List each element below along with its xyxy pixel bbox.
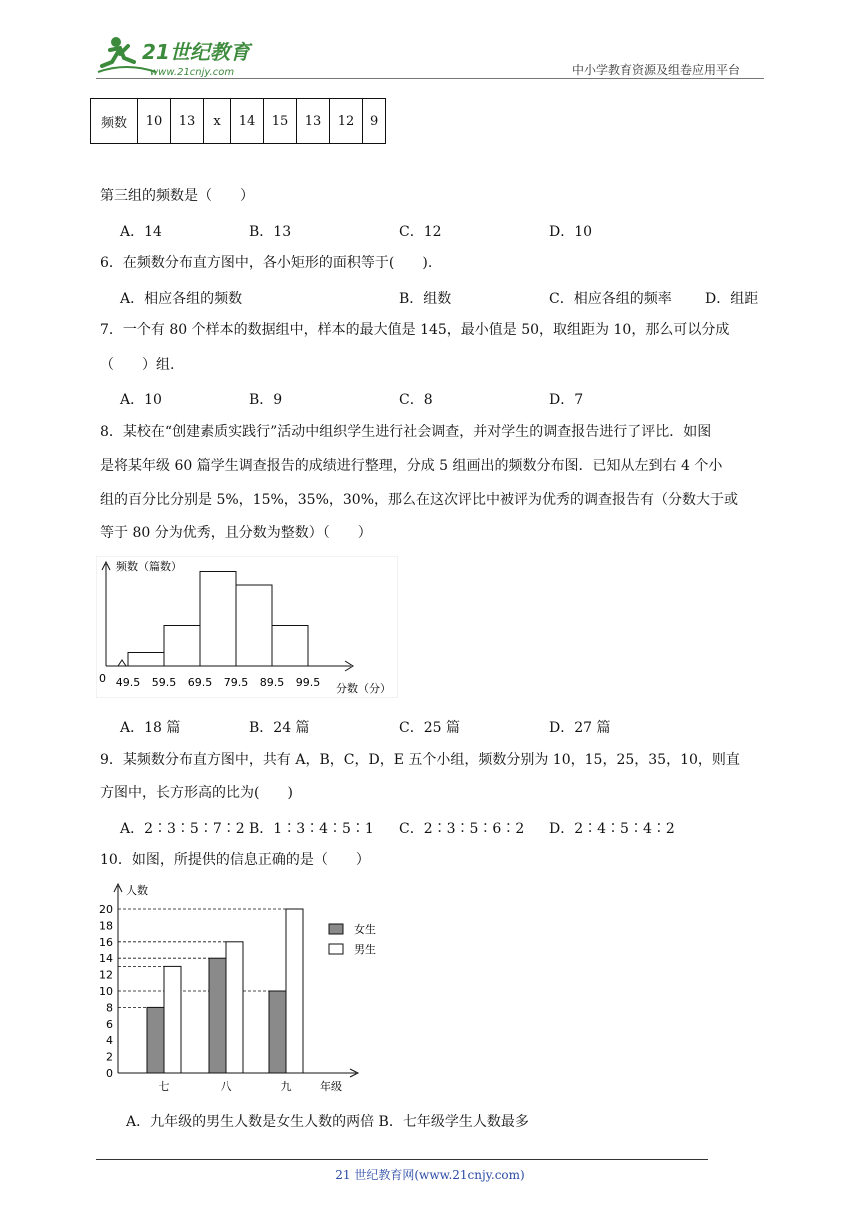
y-tick-label: 12: [99, 968, 113, 982]
table-cell: 9: [363, 99, 386, 144]
q8-stem-line3: 组的百分比分别是 5%，15%，35%，30%，那么在这次评比中被评为优秀的调查报告有（分数大于或: [100, 492, 739, 508]
q7-stem-line2: （ ）组.: [100, 357, 175, 373]
hist-ylabel: 频数（篇数）: [116, 560, 182, 573]
histogram-tick-label: 69.5: [187, 676, 213, 689]
q9-stem-line1: 9．某频数分布直方图中，共有 A，B，C，D，E 五个小组，频数分别为 10，15，25，35，10，则直: [100, 752, 740, 768]
histogram-tick-label: 99.5: [295, 676, 321, 689]
bar-girls: [269, 991, 286, 1073]
y-tick-label: 2: [106, 1050, 113, 1064]
q6-option-a[interactable]: A．相应各组的频数: [120, 291, 243, 307]
q5-option-a[interactable]: A．14: [120, 224, 162, 240]
footer-divider: [96, 1159, 708, 1160]
table-cell: 14: [231, 99, 264, 144]
legend-label-girls: 女生: [354, 923, 376, 936]
histogram-bar: [236, 585, 272, 666]
table-cell: 13: [297, 99, 330, 144]
y-tick-label: 0: [106, 1067, 113, 1080]
x-tick-label: 八: [220, 1080, 232, 1093]
histogram-tick-label: 79.5: [223, 676, 249, 689]
histogram-bar: [128, 653, 164, 667]
y-tick-label: 16: [99, 935, 113, 949]
q7-option-d[interactable]: D．7: [549, 392, 584, 408]
histogram-bar: [200, 572, 236, 667]
y-tick-label: 18: [99, 919, 113, 933]
grouped-xlabel: 年级: [320, 1080, 342, 1093]
q8-option-a[interactable]: A．18 篇: [120, 720, 181, 736]
q10-options[interactable]: A．九年级的男生人数是女生人数的两倍 B．七年级学生人数最多: [126, 1114, 529, 1130]
legend-label-boys: 男生: [354, 943, 376, 956]
table-row: [91, 99, 386, 144]
histogram-tick-label: 89.5: [259, 676, 285, 689]
logo-sub-text: www.21cnjy.com: [150, 67, 235, 78]
q8-stem-line1: 8．某校在“创建素质实践行”活动中组织学生进行社会调查，并对学生的调查报告进行了评比．如图: [100, 424, 712, 440]
bar-boys: [286, 909, 303, 1073]
q5-stem: 第三组的频数是（ ）: [100, 188, 254, 204]
q9-stem-line2: 方图中，长方形高的比为( ): [100, 785, 293, 801]
frequency-table: [90, 98, 386, 144]
q8-option-b[interactable]: B．24 篇: [249, 720, 310, 736]
histogram-tick-label: 49.5: [115, 676, 141, 689]
histogram-chart: [96, 556, 398, 698]
table-cell: 频数: [91, 99, 138, 144]
q8-option-d[interactable]: D．27 篇: [549, 720, 611, 736]
y-tick-label: 8: [106, 1001, 113, 1015]
x-tick-label: 七: [158, 1080, 170, 1093]
q7-option-c[interactable]: C．8: [399, 392, 433, 408]
q7-option-a[interactable]: A．10: [120, 392, 162, 408]
q5-option-d[interactable]: D．10: [549, 224, 593, 240]
y-tick-label: 20: [99, 903, 113, 916]
table-cell: 12: [330, 99, 363, 144]
q8-stem-line4: 等于 80 分为优秀，且分数为整数）（ ）: [100, 525, 372, 541]
q5-option-c[interactable]: C．12: [399, 224, 442, 240]
q7-option-b[interactable]: B．9: [249, 392, 283, 408]
header-platform-text: 中小学教育资源及组卷应用平台: [572, 63, 741, 77]
q9-option-a[interactable]: A．2∶3∶5∶7∶2: [120, 821, 245, 837]
table-cell: 10: [138, 99, 171, 144]
header-divider: [96, 78, 764, 79]
y-tick-label: 14: [99, 952, 113, 966]
site-logo: [96, 32, 266, 82]
q9-option-d[interactable]: D．2∶4∶5∶4∶2: [549, 821, 675, 837]
table-cell: 15: [264, 99, 297, 144]
table-cell: x: [204, 99, 231, 144]
q8-option-c[interactable]: C．25 篇: [399, 720, 460, 736]
legend-swatch-boys: [329, 944, 343, 954]
q6-option-c[interactable]: C．相应各组的频率: [549, 291, 672, 307]
histogram-bar: [272, 626, 308, 667]
q8-stem-line2: 是将某年级 60 篇学生调查报告的成绩进行整理，分成 5 组画出的频数分布图．已知从左到右 4 个小: [100, 458, 723, 474]
y-tick-label: 10: [99, 985, 113, 998]
x-tick-label: 九: [280, 1080, 292, 1093]
q10-stem: 10．如图，所提供的信息正确的是（ ）: [100, 852, 370, 868]
legend-swatch-girls: [329, 924, 343, 934]
q6-option-b[interactable]: B．组数: [399, 291, 452, 307]
logo-main-text: 21世纪教育: [142, 40, 250, 64]
y-tick-label: 6: [106, 1017, 113, 1031]
bar-girls: [209, 958, 226, 1073]
q6-stem: 6．在频数分布直方图中，各小矩形的面积等于( ).: [100, 255, 433, 271]
histogram-tick-label: 59.5: [151, 676, 177, 689]
grouped-ylabel: 人数: [126, 884, 148, 897]
q6-option-d[interactable]: D．组距: [705, 291, 759, 307]
footer-text: 21 世纪教育网(www.21cnjy.com): [335, 1168, 525, 1182]
histogram-bar: [164, 626, 200, 667]
q7-stem-line1: 7．一个有 80 个样本的数据组中，样本的最大值是 145，最小值是 50，取组距为 10，那么可以分成: [100, 322, 730, 338]
grouped-bar-chart: [96, 880, 406, 1096]
q9-option-b[interactable]: B．1∶3∶4∶5∶1: [249, 821, 374, 837]
bar-boys: [226, 942, 243, 1073]
bar-girls: [147, 1007, 164, 1073]
bar-boys: [164, 966, 181, 1073]
hist-xlabel: 分数（分）: [336, 682, 391, 695]
q9-option-c[interactable]: C．2∶3∶5∶6∶2: [399, 821, 525, 837]
hist-origin-label: 0: [99, 672, 106, 685]
q5-option-b[interactable]: B．13: [249, 224, 292, 240]
y-tick-label: 4: [106, 1034, 113, 1048]
table-cell: 13: [171, 99, 204, 144]
